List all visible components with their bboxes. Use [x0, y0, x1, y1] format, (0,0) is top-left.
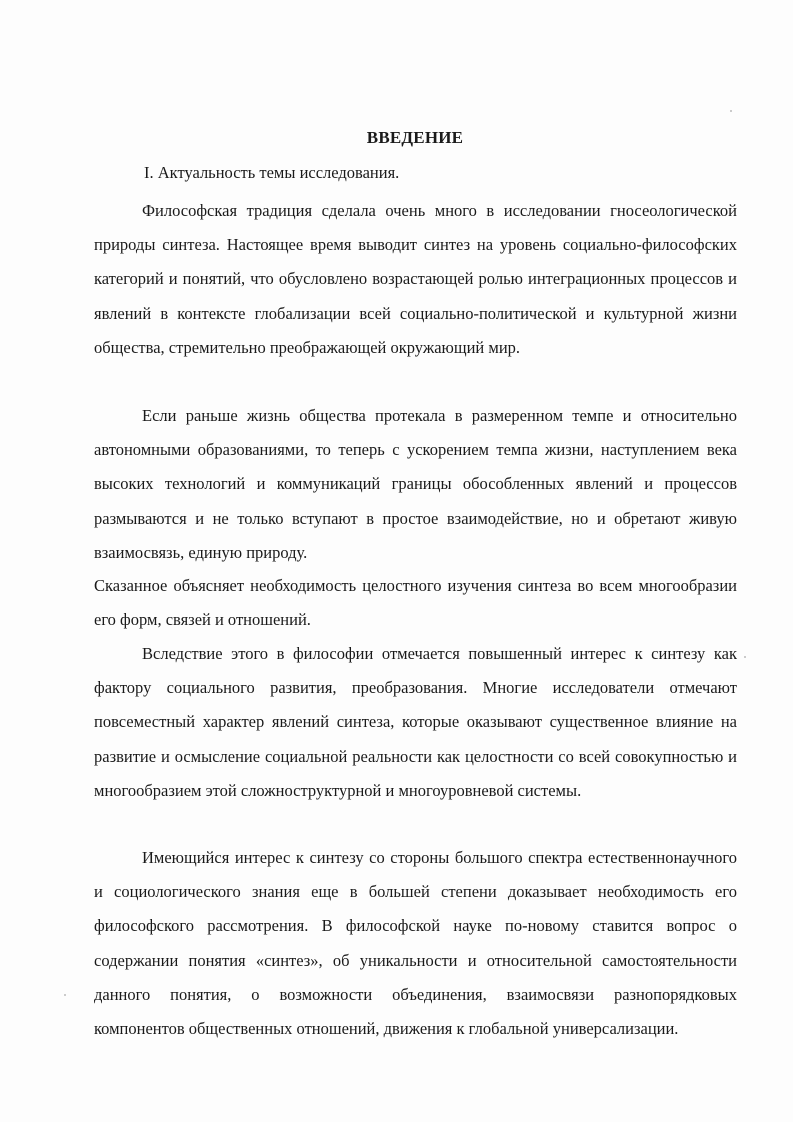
scan-speck: [64, 994, 66, 996]
paragraph-2: Если раньше жизнь общества протекала в размеренном темпе и относительно автономными образованиями, то теперь с ускорением темпа жизни, наступлением века высоких технологий и коммуникаций границы обособленных явлений и процессов размываются и не только вступают в простое взаимодействие, но и обретают живую взаимосвязь, единую природу.: [94, 406, 737, 562]
page-title: ВВЕДЕНИЕ: [366, 128, 464, 147]
paragraph-5: Имеющийся интерес к синтезу со стороны большого спектра естественнонаучного и социологического знания еще в большей степени доказывает необходимость его философского рассмотрения. В философской науке по-новому ставится вопрос о содержании понятия «синтез», об уникальности и относительной самостоятельности данного понятия, о возможности объединения, взаимосвязи разнопорядковых компонентов общественных отношений, движения к глобальной универсализации.: [94, 848, 737, 1039]
section-heading: I. Актуальность темы исследования.: [144, 163, 400, 182]
scan-speck: [730, 110, 732, 112]
paragraph-4: Вследствие этого в философии отмечается повышенный интерес к синтезу как фактору социального развития, преобразования. Многие исследователи отмечают повсеместный характер явлений синтеза, которые оказывают существенное влияние на развитие и осмысление социальной реальности как целостности со всей совокупностью и многообразием этой сложноструктурной и многоуровневой системы.: [94, 644, 737, 800]
paragraph-3: Сказанное объясняет необходимость целостного изучения синтеза во всем многообразии его форм, связей и отношений.: [94, 576, 737, 630]
paragraph-1: Философская традиция сделала очень много в исследовании гносеологической природы синтеза. Настоящее время выводит синтез на уровень социально-философских категорий и понятий, что обусловлено возрастающей ролью интеграционных процессов и явлений в контексте глобализации всей социально-политической и культурной жизни общества, стремительно преображающей окружающий мир.: [94, 201, 737, 357]
scan-speck: [744, 656, 746, 658]
